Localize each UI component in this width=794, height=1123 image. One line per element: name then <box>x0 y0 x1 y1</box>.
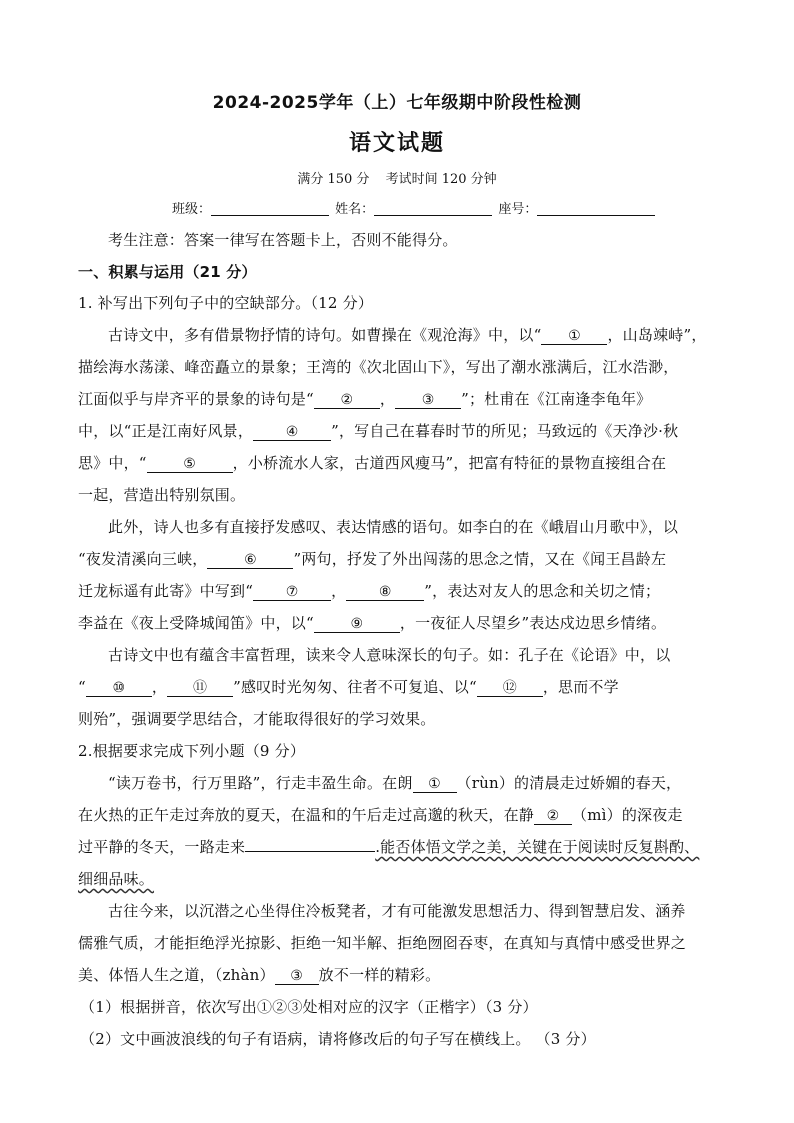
blank-12[interactable]: ⑫ <box>477 681 543 697</box>
blank-4[interactable]: ④ <box>253 425 331 441</box>
q2-p1-line <box>78 868 728 889</box>
q1-p2-line: 此外，诗人也多有直接抒发感叹、表达情感的语句。如李白的在《峨眉山月歌中》，以 <box>108 518 679 536</box>
name-field[interactable] <box>374 202 492 216</box>
class-field[interactable] <box>211 202 329 216</box>
name-label: 姓名： <box>335 202 375 217</box>
class-label: 班级： <box>172 202 212 217</box>
question-2-prompt: 2.根据要求完成下列小题（9 分） <box>78 742 306 760</box>
blank-3[interactable]: ③ <box>395 393 461 409</box>
q1-p1-line: 思》中，“ ⑤ ，小桥流水人家，古道西风瘦马”，把富有特征的景物直接组合在 <box>78 454 667 472</box>
q2-p2-line: 古往今来，以沉潜之心坐得住冷板凳者，才有可能激发思想活力、得到智慧启发、涵养 <box>108 902 686 920</box>
exam-notice: 考生注意：答案一律写在答题卡上，否则不能得分。 <box>108 231 458 249</box>
blank-2[interactable]: ② <box>314 393 380 409</box>
wavy-sentence: .能否体悟文学之美，关键在于阅读时反复斟酌、 <box>375 838 700 856</box>
wavy-sentence-end: 细细品味。 <box>78 870 155 888</box>
seat-field[interactable] <box>537 202 655 216</box>
blank-5[interactable]: ⑤ <box>147 457 233 473</box>
sub-question-1: （1）根据拼音，依次写出①②③处相对应的汉字（正楷字）（3 分） <box>80 998 538 1016</box>
full-score: 满分 150 分 <box>297 172 370 187</box>
question-1-prompt: 1. 补写出下列句子中的空缺部分。（12 分） <box>78 294 374 312</box>
exam-meta <box>0 168 794 187</box>
blank-6[interactable]: ⑥ <box>207 553 293 569</box>
blank-11[interactable]: ⑪ <box>167 681 233 697</box>
q1-p3-line: 古诗文中也有蕴含丰富哲理，读来令人意味深长的句子。如：孔子在《论语》中，以 <box>108 646 671 664</box>
q2-p1-line: “读万卷书，行万里路”，行走丰盈生命。在朗 ① （rùn）的清晨走过娇媚的春天， <box>108 774 682 792</box>
q1-p2-line: 李益在《夜上受降城闻笛》中，以“ ⑨ ，一夜征人尽望乡”表达戍边思乡情绪。 <box>78 614 667 632</box>
q1-p1-line: 中，以“正是江南好风景， ④ ”，写自己在暮春时节的所见；马致远的《天净沙·秋 <box>78 422 679 440</box>
q2-p2-line: 美、体悟人生之道，（zhàn） ③ 放不一样的精彩。 <box>78 966 441 984</box>
blank-8[interactable]: ⑧ <box>346 585 424 601</box>
q1-p3-line: 则殆”，强调要学思结合，才能取得很好的学习效果。 <box>78 710 436 728</box>
q1-p1-line: 江面似乎与岸齐平的景象的诗句是“ ② ， ③ ”；杜甫在《江南逢李龟年》 <box>78 390 652 408</box>
q1-p1-line: 描绘海水荡漾、峰峦矗立的景象；王湾的《次北固山下》，写出了潮水涨满后，江水浩渺， <box>78 358 679 376</box>
answer-blank[interactable] <box>245 851 375 852</box>
blank-9[interactable]: ⑨ <box>314 617 400 633</box>
q1-p2-line: “夜发清溪向三峡， ⑥ ”两句，抒发了外出闯荡的思念之情，又在《闻王昌龄左 <box>78 550 667 568</box>
section-heading: 一、积累与运用（21 分） <box>78 263 257 281</box>
blank-1[interactable]: ① <box>541 329 607 345</box>
blank-10[interactable]: ⑩ <box>86 681 152 697</box>
q1-p3-line: “ ⑩ ， ⑪ ”感叹时光匆匆、往者不可复追、以“ ⑫ ，思而不学 <box>78 678 619 696</box>
subject-title: 语文试题 <box>348 131 445 156</box>
q2-blank-2[interactable]: ② <box>534 809 572 825</box>
blank-7[interactable]: ⑦ <box>253 585 331 601</box>
q2-p2-line: 儒雅气质，才能拒绝浮光掠影、拒绝一知半解、拒绝囫囵吞枣，在真知与真情中感受世界之 <box>78 934 687 952</box>
q2-p1-line: 过平静的冬天，一路走来 .能否体悟文学之美，关键在于阅读时反复斟酌、 <box>78 838 700 856</box>
q1-p1-line: 古诗文中，多有借景物抒情的诗句。如曹操在《观沧海》中，以“ ① ，山岛竦峙”， <box>108 326 707 344</box>
q1-p1-line: 一起，营造出特别氛围。 <box>78 486 246 504</box>
q2-blank-3[interactable]: ③ <box>275 969 319 985</box>
q2-blank-1[interactable]: ① <box>413 777 457 793</box>
q2-p1-line: 在火热的正午走过奔放的夏天，在温和的午后走过高邈的秋天，在静 ② （mì）的深夜走 <box>78 806 683 824</box>
exam-time: 考试时间 120 分钟 <box>385 172 497 187</box>
student-info-row <box>172 198 657 217</box>
sub-question-2: （2）文中画波浪线的句子有语病，请将修改后的句子写在横线上。 （3 分） <box>80 1030 596 1048</box>
seat-label: 座号： <box>498 202 538 217</box>
exam-title: 2024-2025学年（上）七年级期中阶段性检测 <box>212 93 582 113</box>
q1-p2-line: 迁龙标遥有此寄》中写到“ ⑦ ， ⑧ ”，表达对友人的思念和关切之情； <box>78 582 661 600</box>
